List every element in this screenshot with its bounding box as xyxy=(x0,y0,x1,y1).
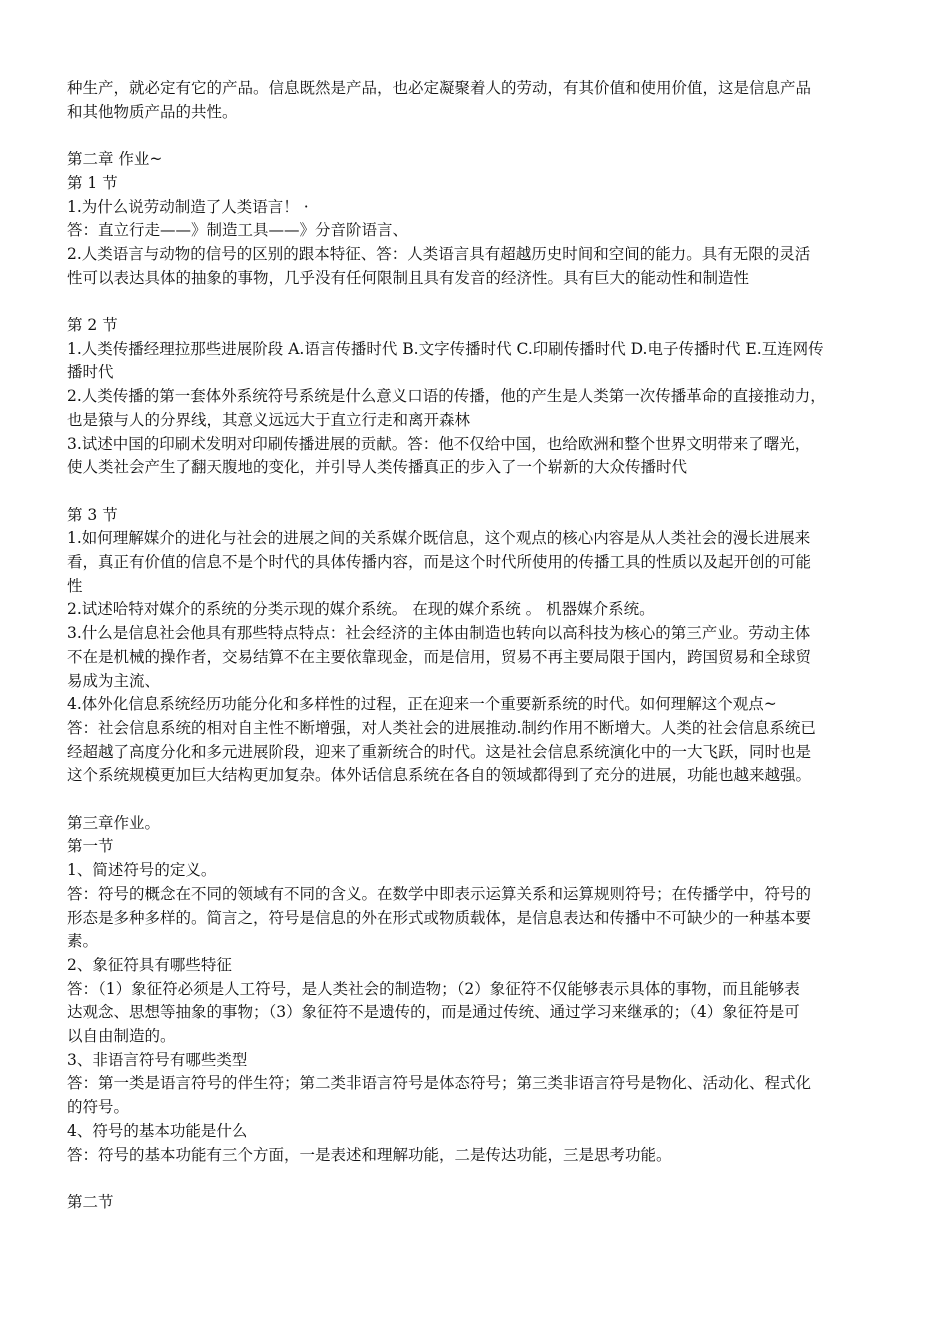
text-line: 形态是多种多样的。简言之，符号是信息的外在形式或物质载体，是信息表达和传播中不可缺少的一种基本要 xyxy=(67,908,812,927)
text-line: 不在是机械的操作者，交易结算不在主要依靠现金，而是信用，贸易不再主要局限于国内，跨国贸易和全球贸 xyxy=(67,647,812,666)
blank-line xyxy=(67,124,877,148)
text-line: 2.试述哈特对媒介的系统的分类示现的媒介系统。 在现的媒介系统 。 机器媒介系统。 xyxy=(67,600,655,619)
text-line: 1.如何理解媒介的进化与社会的进展之间的关系媒介既信息，这个观点的核心内容是从人类社会的漫长进展来 xyxy=(67,529,811,548)
text-line: 答：社会信息系统的相对自主性不断增强，对人类社会的进展推动.制约作用不断增大。人类的社会信息系统已 xyxy=(67,718,816,737)
text-line: 4、符号的基本功能是什么 xyxy=(67,1121,248,1140)
text-line: 3.什么是信息社会他具有那些特点特点：社会经济的主体由制造也转向以高科技为核心的第三产业。劳动主体 xyxy=(67,624,811,643)
text-line: 也是猿与人的分界线，其意义远远大于直立行走和离开森林 xyxy=(67,410,471,429)
text-line: 性 xyxy=(67,576,83,595)
text-line: 和其他物质产品的共性。 xyxy=(67,102,238,121)
blank-line xyxy=(67,788,877,812)
text-line: 1.为什么说劳动制造了人类语言！ · xyxy=(67,197,309,216)
text-line: 2.人类传播的第一套体外系统符号系统是什么意义口语的传播，他的产生是人类第一次传播革命的直接推动力， xyxy=(67,387,826,406)
text-line: 第 3 节 xyxy=(67,505,118,524)
text-line: 第一节 xyxy=(67,837,114,856)
text-line: 素。 xyxy=(67,932,99,951)
text-line: 这个系统规模更加巨大结构更加复杂。体外话信息系统在各自的领域都得到了充分的进展，功能也越来越强。 xyxy=(67,766,812,785)
text-line: 第三章作业。 xyxy=(67,813,161,832)
text-line: 2、象征符具有哪些特征 xyxy=(67,955,232,974)
text-line: 以自由制造的。 xyxy=(67,1027,176,1046)
text-line: 种生产，就必定有它的产品。信息既然是产品，也必定凝聚着人的劳动，有其价值和使用价值，这是信息产品 xyxy=(67,79,812,97)
text-line: 答：符号的基本功能有三个方面，一是表述和理解功能，二是传达功能，三是思考功能。 xyxy=(67,1145,672,1164)
text-line: 第 2 节 xyxy=(67,316,118,334)
text-line: 的符号。 xyxy=(67,1098,130,1117)
text-line: 第二章 作业~ xyxy=(67,150,163,169)
text-line: 使人类社会产生了翻天腹地的变化，并引导人类传播真正的步入了一个崭新的大众传播时代 xyxy=(67,458,688,477)
text-line: 第 1 节 xyxy=(67,173,118,192)
text-line: 答：（1）象征符必须是人工符号，是人类社会的制造物；（2）象征符不仅能够表示具体的事物，而且能够表 xyxy=(67,979,800,998)
text-line: 2.人类语言与动物的信号的区别的跟本特征、答：人类语言具有超越历史时间和空间的能力。具有无限的灵活 xyxy=(67,244,811,263)
blank-line xyxy=(67,480,877,504)
text-line: 答：符号的概念在不同的领域有不同的含义。在数学中即表示运算关系和运算规则符号；在传播学中，符号的 xyxy=(67,884,812,903)
text-line: 达观念、思想等抽象的事物；（3）象征符不是遗传的，而是通过传统、通过学习来继承的；（4）象征符是可 xyxy=(67,1003,800,1022)
text-line: 3、非语言符号有哪些类型 xyxy=(67,1050,248,1069)
text-line: 答：直立行走——》制造工具——》分音阶语言、 xyxy=(67,221,409,240)
text-line: 3.试述中国的印刷术发明对印刷传播进展的贡献。答：他不仅给中国，也给欧洲和整个世界文明带来了曙光， xyxy=(67,434,811,453)
blank-line xyxy=(67,290,877,314)
text-line: 播时代 xyxy=(67,363,114,382)
text-line: 答：第一类是语言符号的伴生符；第二类非语言符号是体态符号；第三类非语言符号是物化、活动化、程式化 xyxy=(67,1074,812,1093)
text-line: 易成为主流、 xyxy=(67,671,161,690)
text-line: 1、简述符号的定义。 xyxy=(67,861,217,880)
text-line: 经超越了高度分化和多元进展阶段，迎来了重新统合的时代。这是社会信息系统演化中的一大飞跃，同时也是 xyxy=(67,742,812,761)
text-line: 看，真正有价值的信息不是个时代的具体传播内容，而是这个时代所使用的传播工具的性质以及起开创的可能 xyxy=(67,553,812,572)
text-line: 1.人类传播经理拉那些进展阶段 A.语言传播时代 B.文字传播时代 C.印刷传播时代 D.电子传播时代 E.互连网传 xyxy=(67,339,824,358)
blank-line xyxy=(67,1167,877,1191)
text-line: 性可以表达具体的抽象的事物，几乎没有任何限制且具有发音的经济性。具有巨大的能动性和制造性 xyxy=(67,268,750,287)
text-line: 4.体外化信息系统经历功能分化和多样性的过程，正在迎来一个重要新系统的时代。如何理解这个观点~ xyxy=(67,695,777,714)
text-line: 第二节 xyxy=(67,1192,114,1211)
document-page xyxy=(67,77,877,1215)
